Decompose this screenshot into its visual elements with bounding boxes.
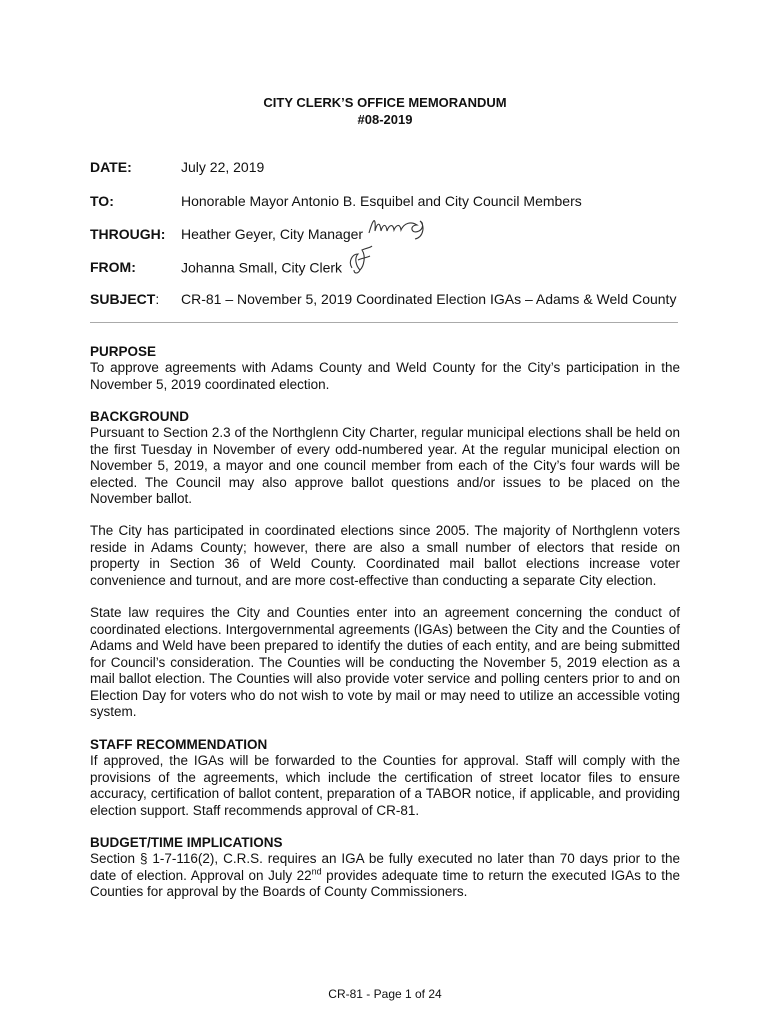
date-value: July 22, 2019 — [181, 159, 265, 175]
staff-section — [90, 736, 680, 819]
budget-ordinal: nd — [311, 866, 322, 876]
to-value: Honorable Mayor Antonio B. Esquibel and City Council Members — [181, 193, 582, 209]
through-value: Heather Geyer, City Manager — [181, 226, 364, 242]
from-row — [181, 258, 374, 280]
budget-heading: BUDGET/TIME IMPLICATIONS — [90, 835, 283, 850]
background-section — [90, 408, 680, 508]
to-label: TO: — [90, 193, 114, 209]
background-paragraph-1: Pursuant to Section 2.3 of the Northglenn City Charter, regular municipal elections shall be held on the first Tuesday in November of every odd-numbered year. At the regular municipal election on November 5, 2019, a mayor and one council member from each of the City’s four wards will be elected. The Council may also approve ballot questions and/or issues to be placed on the November ballot. — [90, 425, 680, 506]
budget-text-part-2: provides adequate time to return the executed IGAs to the Counties for approval by the Boards of County Commissioners. — [90, 867, 680, 899]
purpose-text: To approve agreements with Adams County and Weld County for the City’s participation in the November 5, 2019 coordinated election. — [90, 360, 680, 392]
memo-number: #08-2019 — [357, 112, 413, 127]
background-paragraph-3: State law requires the City and Counties enter into an agreement concerning the conduct of coordinated elections. Intergovernmental agreements (IGAs) between the City and the Counties of Adams and Weld have been prepared to identify the duties of each entity, and are being submitted for Council’s consideration. The Counties will be conducting the November 5, 2019 election as a mail ballot election. The Counties will also provide voter service and polling centers prior to and on Election Day for voters who do not wish to vote by mail or may need to utilize an accessible voting system. — [90, 605, 680, 719]
background-section-2 — [90, 523, 680, 589]
page-footer: CR-81 - Page 1 of 24 — [328, 987, 442, 1001]
memo-title: CITY CLERK’S OFFICE MEMORANDUM — [263, 95, 507, 110]
through-row — [181, 225, 427, 245]
subject-label-row — [90, 290, 159, 308]
header-divider — [90, 322, 678, 323]
purpose-section — [90, 343, 680, 393]
from-label: FROM: — [90, 259, 136, 275]
budget-text — [90, 851, 680, 901]
subject-label: SUBJECT — [90, 291, 156, 307]
background-heading: BACKGROUND — [90, 409, 189, 424]
clerk-signature-icon — [346, 258, 374, 280]
budget-text-part-1: Section § 1-7-116(2), C.R.S. requires an IGA be fully executed no later than 70 days prior to the date of election. Approval on July 22 — [90, 851, 680, 883]
budget-section — [90, 834, 680, 901]
manager-signature-icon — [367, 225, 427, 245]
background-section-3 — [90, 605, 680, 721]
background-paragraph-2: The City has participated in coordinated elections since 2005. The majority of Northglenn voters reside in Adams County; however, there are also a small number of electors that reside on property in Section 36 of Weld County. Coordinated mail ballot elections increase voter convenience and turnout, and are more cost-effective than conducting a separate City election. — [90, 523, 680, 588]
purpose-heading: PURPOSE — [90, 344, 157, 359]
from-value: Johanna Small, City Clerk — [181, 259, 343, 276]
through-label: THROUGH: — [90, 226, 166, 242]
subject-colon: : — [155, 291, 160, 307]
date-label: DATE: — [90, 159, 132, 175]
staff-text: If approved, the IGAs will be forwarded to the Counties for approval. Staff will comply with the provisions of the agreements, which include the certification of street locator files to ensure accuracy, certification of ballot content, preparation of a TABOR notice, if applicable, and providing election support. Staff recommends approval of CR-81. — [90, 753, 680, 818]
staff-heading: STAFF RECOMMENDATION — [90, 737, 268, 752]
subject-value: CR-81 – November 5, 2019 Coordinated Election IGAs – Adams & Weld County — [181, 291, 677, 307]
